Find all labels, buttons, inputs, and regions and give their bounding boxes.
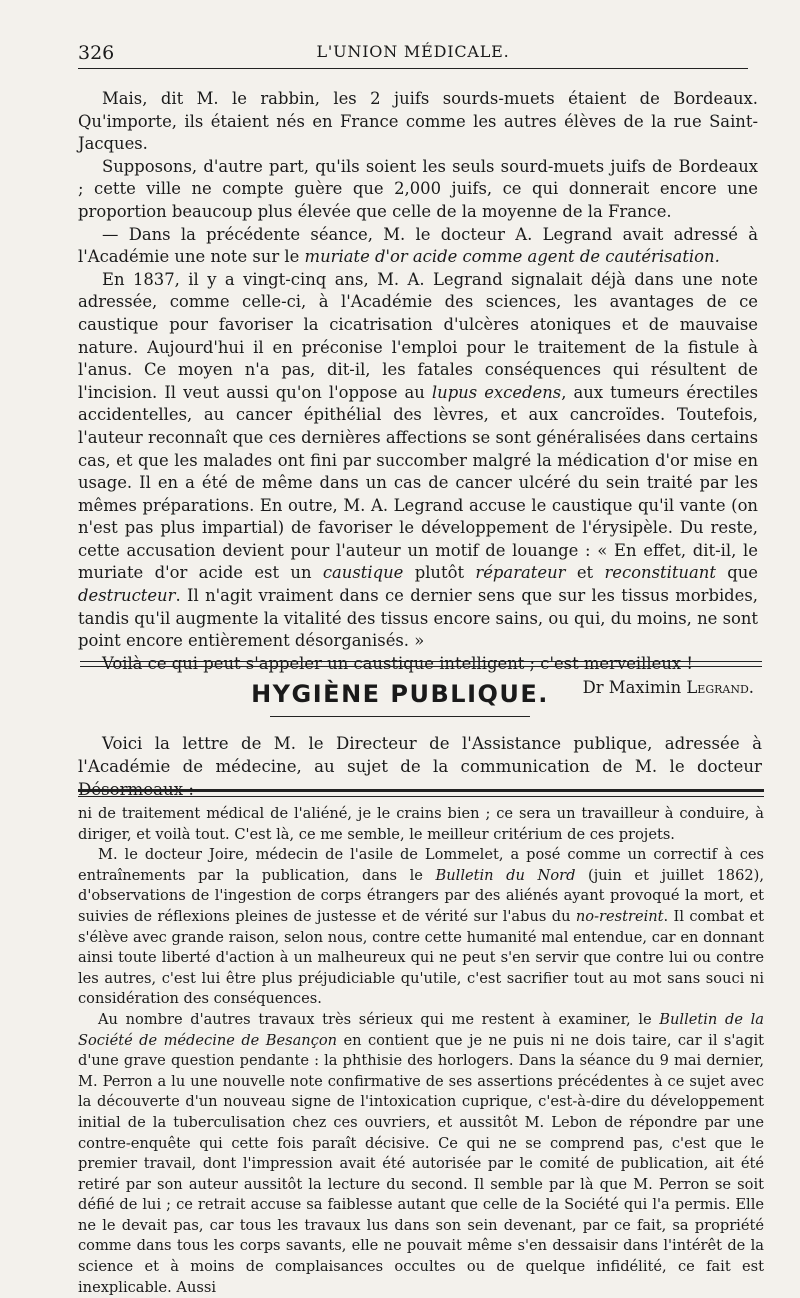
text-run: M. le docteur Joire, médecin de l'asile de Lommelet, a posé comme un correctif à ces entraînements par la publication, dans le (78, 846, 764, 884)
paragraph: ni de traitement médical de l'aliéné, je le crains bien ; ce sera un travailleur à conduire, à diriger, et voilà tout. C'est là, ce me semble, le meilleur critérium de ces projets. (78, 805, 764, 843)
text-run: en contient que je ne puis ni ne dois taire, car il s'agit d'une grave question pendante : la phthisie des horlogers. Dans la séance du 9 mai dernier, M. Perron a lu une nouvelle note confirmative de ses assertions précédentes à ce sujet avec la découverte d'un nouveau signe de l'intoxication cuprique, c'est-à-dire du développement initial de la tuberculisation chez ces ouvriers, et aussitôt M. Lebon de répondre par une contre-enquête qui cette fois paraît décisive. Ce qui ne se comprend pas, c'est que le premier travail, dont l'impression avait été autorisée par le comité de publication, ait été retiré par son auteur aussitôt la lecture du second. Il semble par là que M. Perron se soit défié de lui ; ce retrait accuse sa faiblesse autant que celle de la Société qui l'a permis. Elle ne le devait pas, car tous les travaux lus dans son sein devenant, par ce fait, sa propriété comme dans tous les corps savants, elle ne pouvait même s'en dessaisir dans l'intérêt de la science et à moins de complaisances occultes ou de quelque infidélité, ce fait est inexplicable. Aussi (78, 1031, 764, 1296)
section-title: HYGIÈNE PUBLIQUE. (251, 680, 549, 708)
italic-title: muriate d'or acide comme agent de cautérisation. (304, 247, 720, 267)
page-number: 326 (78, 42, 115, 64)
paragraph (78, 224, 758, 269)
section-rule-bottom (80, 666, 762, 667)
paragraph: Mais, dit M. le rabbin, les 2 juifs sourds-muets étaient de Bordeaux. Qu'importe, ils étaient nés en France comme les autres élèves de la rue Saint-Jacques. (78, 89, 758, 154)
text-run: Au nombre d'autres travaux très sérieux qui me restent à examiner, le (98, 1010, 660, 1028)
text-run: et (565, 563, 605, 583)
paragraph (78, 845, 764, 1010)
text-run: plutôt (403, 563, 476, 583)
running-title: L'UNION MÉDICALE. (316, 42, 510, 61)
signature-prefix: Dr Maximin (582, 678, 687, 698)
italic-term: destructeur (78, 586, 176, 606)
paragraph (78, 269, 758, 653)
paragraph (78, 1010, 764, 1298)
text-run: . Il n'agit vraiment dans ce dernier sens que sur les tissus morbides, tandis qu'il augmente la vitalité des tissus encore sains, ou qui, du moins, ne sont point encore entièrement désorganisés. » (78, 586, 758, 651)
article-body-upper (78, 88, 758, 700)
italic-title: Bulletin du Nord (435, 866, 576, 884)
italic-term: no-restreint (575, 907, 664, 925)
title-underline (270, 716, 530, 717)
text-run: En 1837, il y a vingt-cinq ans, M. A. Legrand signalait déjà dans une note adressée, comme celle-ci, à l'Académie des sciences, les avantages de ce caustique pour favoriser la cicatrisation d'ulcères atoniques et de mauvaise nature. Aujourd'hui il en préconise l'emploi pour le traitement de la fistule à l'anus. Ce moyen n'a pas, dit-il, les fatales conséquences qui résultent de l'incision. Il veut aussi qu'on l'oppose au (78, 269, 758, 402)
paragraph: Voilà ce qui peut s'appeler un caustique intelligent ; c'est merveilleux ! (102, 653, 693, 673)
text-run: que (715, 563, 758, 583)
section-rule-top (80, 661, 762, 662)
column-rule-thick (78, 789, 764, 792)
paragraph: Supposons, d'autre part, qu'ils soient les seuls sourd-muets juifs de Bordeaux ; cette ville ne compte guère que 2,000 juifs, ce qui donnerait encore une proportion beaucoup plus élevée que celle de la moyenne de la France. (78, 156, 758, 221)
italic-term: lupus excedens (431, 382, 562, 402)
text-run: , aux tumeurs érectiles accidentelles, au cancer épithélial des lèvres, et aux cancroïdes. Toutefois, l'auteur reconnaît que ces dernières affections se sont généralisées dans certains cas, et que les malades ont fini par succomber malgré la médication d'or mise en usage. Il en a été de même dans un cas de cancer ulcéré du sein traité par les mêmes préparations. En outre, M. A. Legrand accuse le caustique qu'il vante (on n'est pas plus impartial) de favoriser le développement de l'érysipèle. Du reste, cette accusation devient pour l'auteur un motif de louange : « En effet, dit-il, le muriate d'or acide est un (78, 382, 759, 583)
italic-title: Bulletin de la Société de médecine de Besançon (78, 1010, 764, 1049)
text-run: (juin et juillet 1862), d'observations de l'ingestion de corps étrangers par des aliénés ayant provoqué la mort, et suivies de réflexions pleines de justesse et de vérité sur l'abus du (78, 866, 764, 925)
intro-paragraph: Voici la lettre de M. le Directeur de l'Assistance publique, adressée à l'Académie de médecine, au sujet de la communication de M. le docteur Désormeaux : (78, 734, 762, 799)
text-run: . Il combat et s'élève avec grande raison, selon nous, contre cette humanité mal entendue, car en donnant ainsi toute liberté d'action à un malheureux qui ne peut s'en servir que contre lui ou contre les autres, c'est lui être plus préjudiciable qu'utile, c'est sacrifier tout au mot sans souci ni considération des conséquences. (78, 907, 764, 1008)
italic-term: réparateur (475, 563, 566, 583)
page-header (78, 36, 748, 69)
italic-term: caustique (322, 563, 404, 583)
column-rule-thin (78, 796, 764, 797)
article-body-lower (78, 804, 764, 1298)
signature-name: Legrand. (686, 678, 754, 698)
italic-term: reconstituant (604, 563, 716, 583)
text-run: — Dans la précédente séance, M. le docteur A. Legrand avait adressé à l'Académie une note sur le (78, 224, 758, 267)
